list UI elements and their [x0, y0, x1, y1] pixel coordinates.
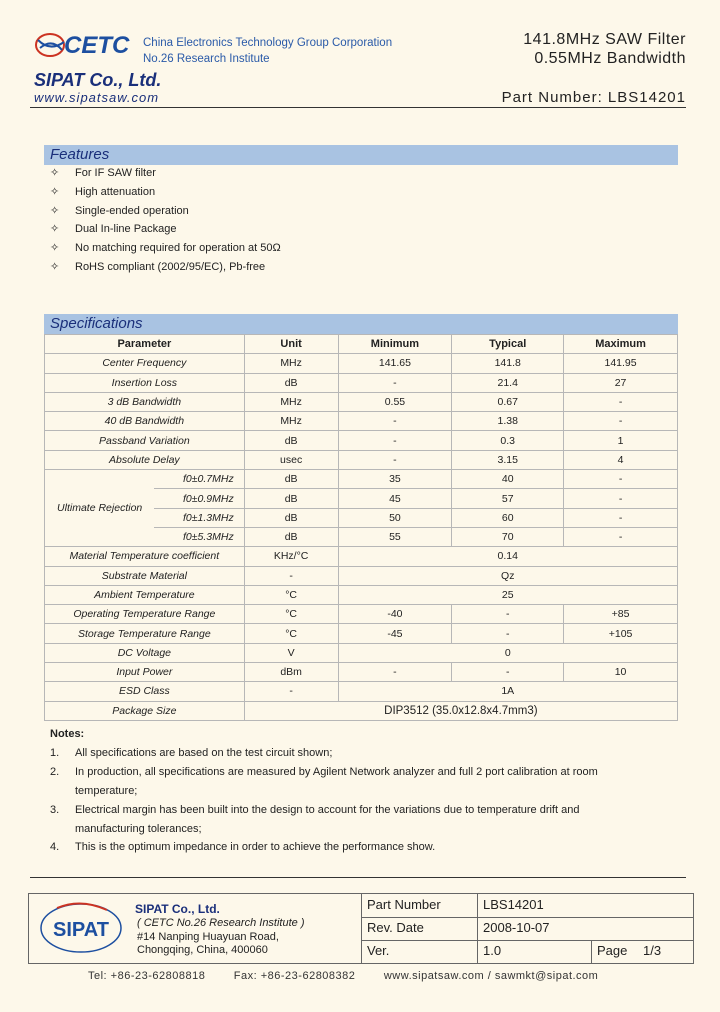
- feature-item: [50, 183, 281, 202]
- company-name: SIPAT Co., Ltd.: [34, 70, 162, 90]
- contact-line: Tel: +86-23-62808818 Fax: +86-23-62808382 www.sipatsaw.com / sawmkt@sipat.com: [88, 970, 599, 982]
- table-cell: -: [244, 566, 338, 585]
- parameter-cell: Ambient Temperature: [45, 585, 245, 604]
- table-cell: -: [338, 412, 452, 431]
- divider: [591, 940, 592, 963]
- bullet-icon: ✧: [50, 167, 60, 179]
- table-cell: +85: [564, 605, 678, 624]
- parameter-cell: 3 dB Bandwidth: [45, 392, 245, 411]
- table-cell: -: [338, 431, 452, 450]
- parameter-cell: Operating Temperature Range: [45, 605, 245, 624]
- footer-rev-value: 2008-10-07: [483, 920, 550, 935]
- table-row: [45, 392, 678, 411]
- table-cell: MHz: [244, 412, 338, 431]
- table-cell: dB: [244, 470, 338, 489]
- table-cell: -: [452, 624, 564, 643]
- footer-part-number-row: [361, 894, 693, 918]
- notes-heading: Notes:: [50, 728, 85, 740]
- note-item: [50, 744, 650, 763]
- table-cell: 60: [452, 508, 564, 527]
- table-cell: 0.67: [452, 392, 564, 411]
- table-cell: °C: [244, 605, 338, 624]
- note-number: 1.: [50, 746, 60, 759]
- feature-item: [50, 220, 281, 239]
- footer-company-block: [29, 894, 362, 963]
- note-item: [50, 838, 650, 857]
- footer-institute: ( CETC No.26 Research Institute ): [137, 917, 305, 929]
- feature-item: [50, 164, 281, 183]
- table-row: [45, 470, 678, 489]
- features-heading: Features: [44, 145, 678, 165]
- feature-text: No matching required for operation at 50Ω: [75, 242, 281, 255]
- bullet-icon: ✧: [50, 223, 60, 236]
- table-cell: +105: [564, 624, 678, 643]
- parameter-cell: Ultimate Rejection: [45, 470, 155, 547]
- corp-line-1: China Electronics Technology Group Corporation: [143, 37, 393, 49]
- parameter-cell: Storage Temperature Range: [45, 624, 245, 643]
- table-cell: 57: [452, 489, 564, 508]
- table-cell: 141.8: [452, 354, 564, 373]
- table-row: [45, 412, 678, 431]
- table-row: [45, 585, 678, 604]
- footer-rev-row: [361, 917, 693, 941]
- table-header-row: [45, 335, 678, 354]
- parameter-cell: Substrate Material: [45, 566, 245, 585]
- footer-ver-label: Ver.: [367, 943, 390, 958]
- table-cell: 0.3: [452, 431, 564, 450]
- table-cell: dB: [244, 508, 338, 527]
- feature-text: High attenuation: [75, 185, 156, 198]
- table-cell: -: [564, 508, 678, 527]
- column-header: Unit: [244, 335, 338, 354]
- part-number-header: Part Number: LBS14201: [501, 89, 686, 106]
- table-cell: dB: [244, 527, 338, 546]
- table-cell: -: [564, 489, 678, 508]
- parameter-cell: DC Voltage: [45, 643, 245, 662]
- table-cell: 25: [338, 585, 677, 604]
- table-cell: -: [452, 605, 564, 624]
- table-cell: dBm: [244, 663, 338, 682]
- table-cell: -: [564, 527, 678, 546]
- footer-pn-value: LBS14201: [483, 897, 544, 912]
- corp-line-2: No.26 Research Institute: [143, 53, 270, 65]
- table-cell: MHz: [244, 392, 338, 411]
- bullet-icon: ✧: [50, 260, 60, 273]
- table-cell: -: [244, 682, 338, 701]
- table-cell: -: [564, 412, 678, 431]
- table-cell: DIP3512 (35.0x12.8x4.7mm3): [244, 701, 677, 720]
- divider: [477, 894, 478, 917]
- note-text: All specifications are based on the test circuit shown;: [75, 746, 333, 759]
- parameter-cell: Material Temperature coefficient: [45, 547, 245, 566]
- feature-item: [50, 202, 281, 221]
- table-cell: °C: [244, 624, 338, 643]
- table-row: [45, 605, 678, 624]
- table-cell: -45: [338, 624, 452, 643]
- column-header: Minimum: [338, 335, 452, 354]
- table-cell: 35: [338, 470, 452, 489]
- note-item: [50, 801, 650, 839]
- sub-parameter-cell: f0±0.7MHz: [154, 470, 244, 489]
- table-cell: 27: [564, 373, 678, 392]
- column-header: Maximum: [564, 335, 678, 354]
- table-cell: 141.95: [564, 354, 678, 373]
- table-cell: -40: [338, 605, 452, 624]
- parameter-cell: Package Size: [45, 701, 245, 720]
- table-row: [45, 547, 678, 566]
- title-line-2: 0.55MHz Bandwidth: [534, 50, 686, 67]
- table-row: [45, 431, 678, 450]
- notes-section: [50, 725, 650, 857]
- table-row: [45, 373, 678, 392]
- footer-divider: [30, 877, 686, 878]
- table-row: [45, 643, 678, 662]
- footer-page-value: 1/3: [643, 943, 662, 958]
- table-cell: -: [564, 392, 678, 411]
- table-row: [45, 624, 678, 643]
- table-cell: -: [452, 663, 564, 682]
- note-text: In production, all specifications are measured by Agilent Network analyzer and full 2 port calibration at room temperature;: [75, 765, 598, 797]
- feature-text: For IF SAW filter: [75, 167, 156, 179]
- footer-page-label: Page: [597, 943, 628, 958]
- bullet-icon: ✧: [50, 242, 60, 255]
- table-cell: 70: [452, 527, 564, 546]
- sub-parameter-cell: f0±1.3MHz: [154, 508, 244, 527]
- table-cell: dB: [244, 431, 338, 450]
- parameter-cell: Absolute Delay: [45, 450, 245, 469]
- parameter-cell: Center Frequency: [45, 354, 245, 373]
- table-cell: 3.15: [452, 450, 564, 469]
- footer-address-2: Chongqing, China, 400060: [137, 944, 268, 956]
- feature-text: RoHS compliant (2002/95/EC), Pb-free: [75, 260, 266, 273]
- parameter-cell: Insertion Loss: [45, 373, 245, 392]
- table-cell: Qz: [338, 566, 677, 585]
- cetc-logo-text: CETC: [64, 32, 130, 59]
- feature-text: Dual In-line Package: [75, 223, 177, 236]
- note-text: This is the optimum impedance in order to achieve the performance show.: [75, 841, 436, 854]
- table-cell: V: [244, 643, 338, 662]
- cetc-logo-icon: [34, 30, 66, 60]
- table-cell: 1.38: [452, 412, 564, 431]
- table-cell: °C: [244, 585, 338, 604]
- bullet-icon: ✧: [50, 204, 60, 217]
- table-cell: 40: [452, 470, 564, 489]
- parameter-cell: Input Power: [45, 663, 245, 682]
- table-cell: dB: [244, 489, 338, 508]
- footer-address-1: #14 Nanping Huayuan Road,: [137, 931, 279, 943]
- column-header: Typical: [452, 335, 564, 354]
- sipat-logo-icon: [37, 900, 125, 956]
- features-list: [50, 164, 281, 277]
- table-cell: 10: [564, 663, 678, 682]
- feature-item: [50, 239, 281, 258]
- table-cell: KHz/°C: [244, 547, 338, 566]
- divider: [477, 917, 478, 940]
- note-text: Electrical margin has been built into the design to account for the variations due to temperature drift and manufacturing tolerances;: [75, 803, 580, 835]
- table-cell: 0.14: [338, 547, 677, 566]
- header-divider: [30, 107, 686, 108]
- table-cell: 4: [564, 450, 678, 469]
- table-cell: -: [338, 450, 452, 469]
- footer-box: [28, 893, 694, 964]
- feature-item: [50, 258, 281, 277]
- sub-parameter-cell: f0±0.9MHz: [154, 489, 244, 508]
- table-cell: 0.55: [338, 392, 452, 411]
- divider: [477, 940, 478, 963]
- table-cell: 21.4: [452, 373, 564, 392]
- table-row: [45, 682, 678, 701]
- footer-ver-row: [361, 940, 693, 963]
- table-cell: 55: [338, 527, 452, 546]
- specifications-heading: Specifications: [44, 314, 678, 334]
- note-number: 3.: [50, 803, 60, 816]
- website-link[interactable]: www.sipatsaw.com: [34, 90, 160, 105]
- document-title: [523, 30, 686, 68]
- table-cell: -: [338, 373, 452, 392]
- title-line-1: 141.8MHz SAW Filter: [523, 31, 686, 48]
- feature-text: Single-ended operation: [75, 204, 189, 217]
- note-item: [50, 763, 650, 801]
- table-cell: -: [564, 470, 678, 489]
- table-cell: MHz: [244, 354, 338, 373]
- sipat-logo-text: SIPAT: [53, 919, 109, 941]
- note-number: 4.: [50, 841, 60, 854]
- bullet-icon: ✧: [50, 185, 60, 198]
- parameter-cell: Passband Variation: [45, 431, 245, 450]
- table-row: [45, 663, 678, 682]
- table-cell: 0: [338, 643, 677, 662]
- note-number: 2.: [50, 765, 60, 778]
- table-cell: -: [338, 663, 452, 682]
- table-cell: 141.65: [338, 354, 452, 373]
- specifications-table: [44, 334, 678, 721]
- table-cell: dB: [244, 373, 338, 392]
- parameter-cell: ESD Class: [45, 682, 245, 701]
- table-cell: 45: [338, 489, 452, 508]
- footer-company: SIPAT Co., Ltd.: [135, 902, 220, 916]
- table-cell: 50: [338, 508, 452, 527]
- table-row: [45, 701, 678, 720]
- table-row: [45, 450, 678, 469]
- sub-parameter-cell: f0±5.3MHz: [154, 527, 244, 546]
- table-cell: 1: [564, 431, 678, 450]
- footer-rev-label: Rev. Date: [367, 920, 424, 935]
- table-row: [45, 566, 678, 585]
- corporation-name: [143, 35, 392, 67]
- footer-ver-value: 1.0: [483, 943, 502, 958]
- parameter-cell: 40 dB Bandwidth: [45, 412, 245, 431]
- table-row: [45, 354, 678, 373]
- footer-pn-label: Part Number: [367, 897, 441, 912]
- table-cell: usec: [244, 450, 338, 469]
- column-header: Parameter: [45, 335, 245, 354]
- table-cell: 1A: [338, 682, 677, 701]
